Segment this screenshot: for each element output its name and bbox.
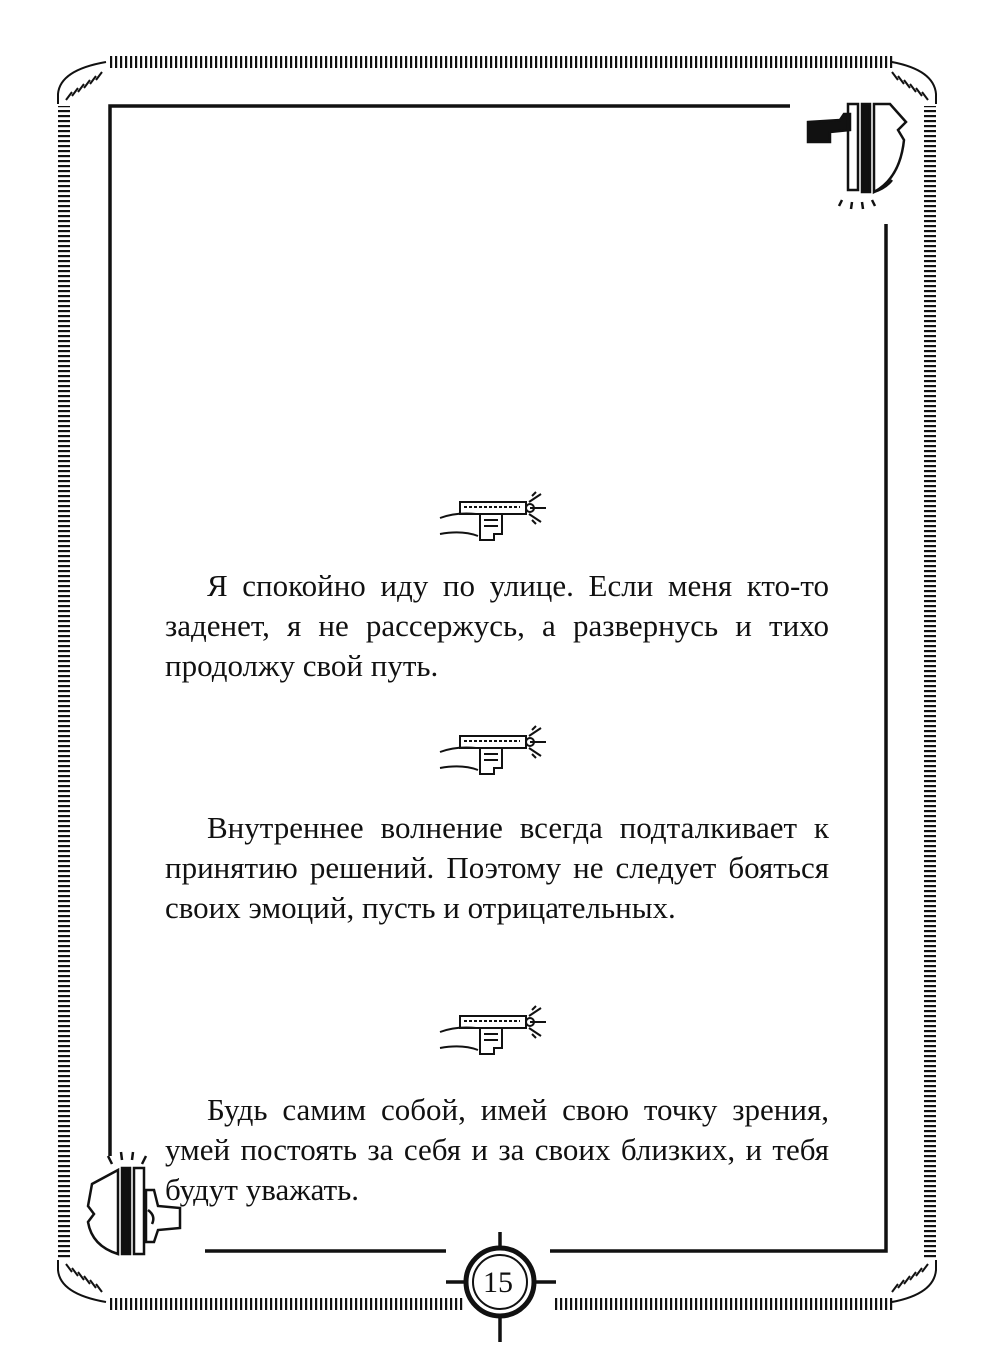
- gun-hand-icon: [800, 100, 920, 210]
- paragraph-3: Будь самим собой, имей свою точку зрения, умей постоять за себя и за своих близких, и тебя будут уважать.: [165, 1092, 829, 1207]
- page-number: 15: [483, 1266, 513, 1299]
- paragraph-2: Внутреннее волнение всегда подталкивает к принятию решений. Поэтому не следует бояться своих эмоций, пусть и отрицательных.: [165, 810, 829, 925]
- paragraph-1: Я спокойно иду по улице. Если меня кто-то заденет, я не рассержусь, а развернусь и тихо продолжу свой путь.: [165, 568, 829, 683]
- gun-icon: [436, 490, 556, 548]
- gun-icon: [436, 1004, 556, 1062]
- gun-icon: [436, 724, 556, 782]
